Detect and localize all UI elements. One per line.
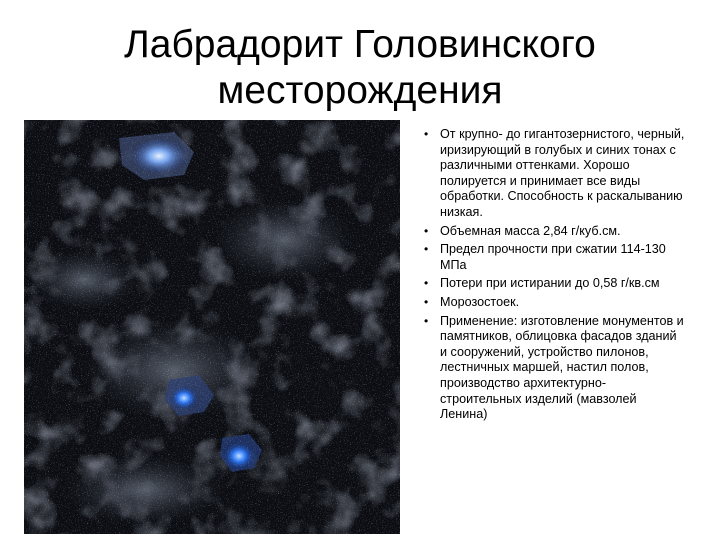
bullet-text: Объемная масса 2,84 г/куб.см. xyxy=(440,223,621,238)
bullet-icon: • xyxy=(424,313,429,328)
bullet-icon: • xyxy=(424,127,429,141)
list-item xyxy=(416,276,686,292)
bullet-text: Потери при истирании до 0,58 г/кв.см xyxy=(440,276,660,291)
slide-title-line-1: Лабрадорит Головинского xyxy=(124,23,596,66)
list-item xyxy=(416,224,686,240)
bullet-icon: • xyxy=(424,223,429,238)
list-item xyxy=(416,127,686,221)
bullet-icon: • xyxy=(424,294,429,309)
slide-title xyxy=(60,22,660,114)
bullet-text: Предел прочности при сжатии 114-130 МПа xyxy=(440,242,666,272)
list-item xyxy=(416,242,686,273)
bullet-text: Морозостоек. xyxy=(440,294,520,309)
bullet-text: От крупно- до гигантозернистого, черный, иризирующий в голубых и синих тонах с различными оттенками. Хорошо полируется и принимает все виды обработки. Способность к раскалыванию низкая. xyxy=(440,127,685,219)
properties-list xyxy=(416,127,686,426)
slide-title-line-2: месторождения xyxy=(217,69,503,112)
bullet-text: Применение: изготовление монументов и памятников, облицовка фасадов зданий и сооружений, устройство пилонов, лестничных маршей, настил полов, производство архитектурно-строительных изделий (мавзолей Ленина) xyxy=(440,313,684,422)
list-item xyxy=(416,295,686,311)
labradorite-texture-image xyxy=(24,120,400,534)
bullet-icon: • xyxy=(424,242,429,257)
labradorite-photo xyxy=(24,120,400,534)
bullet-icon: • xyxy=(424,276,429,291)
list-item xyxy=(416,314,686,423)
